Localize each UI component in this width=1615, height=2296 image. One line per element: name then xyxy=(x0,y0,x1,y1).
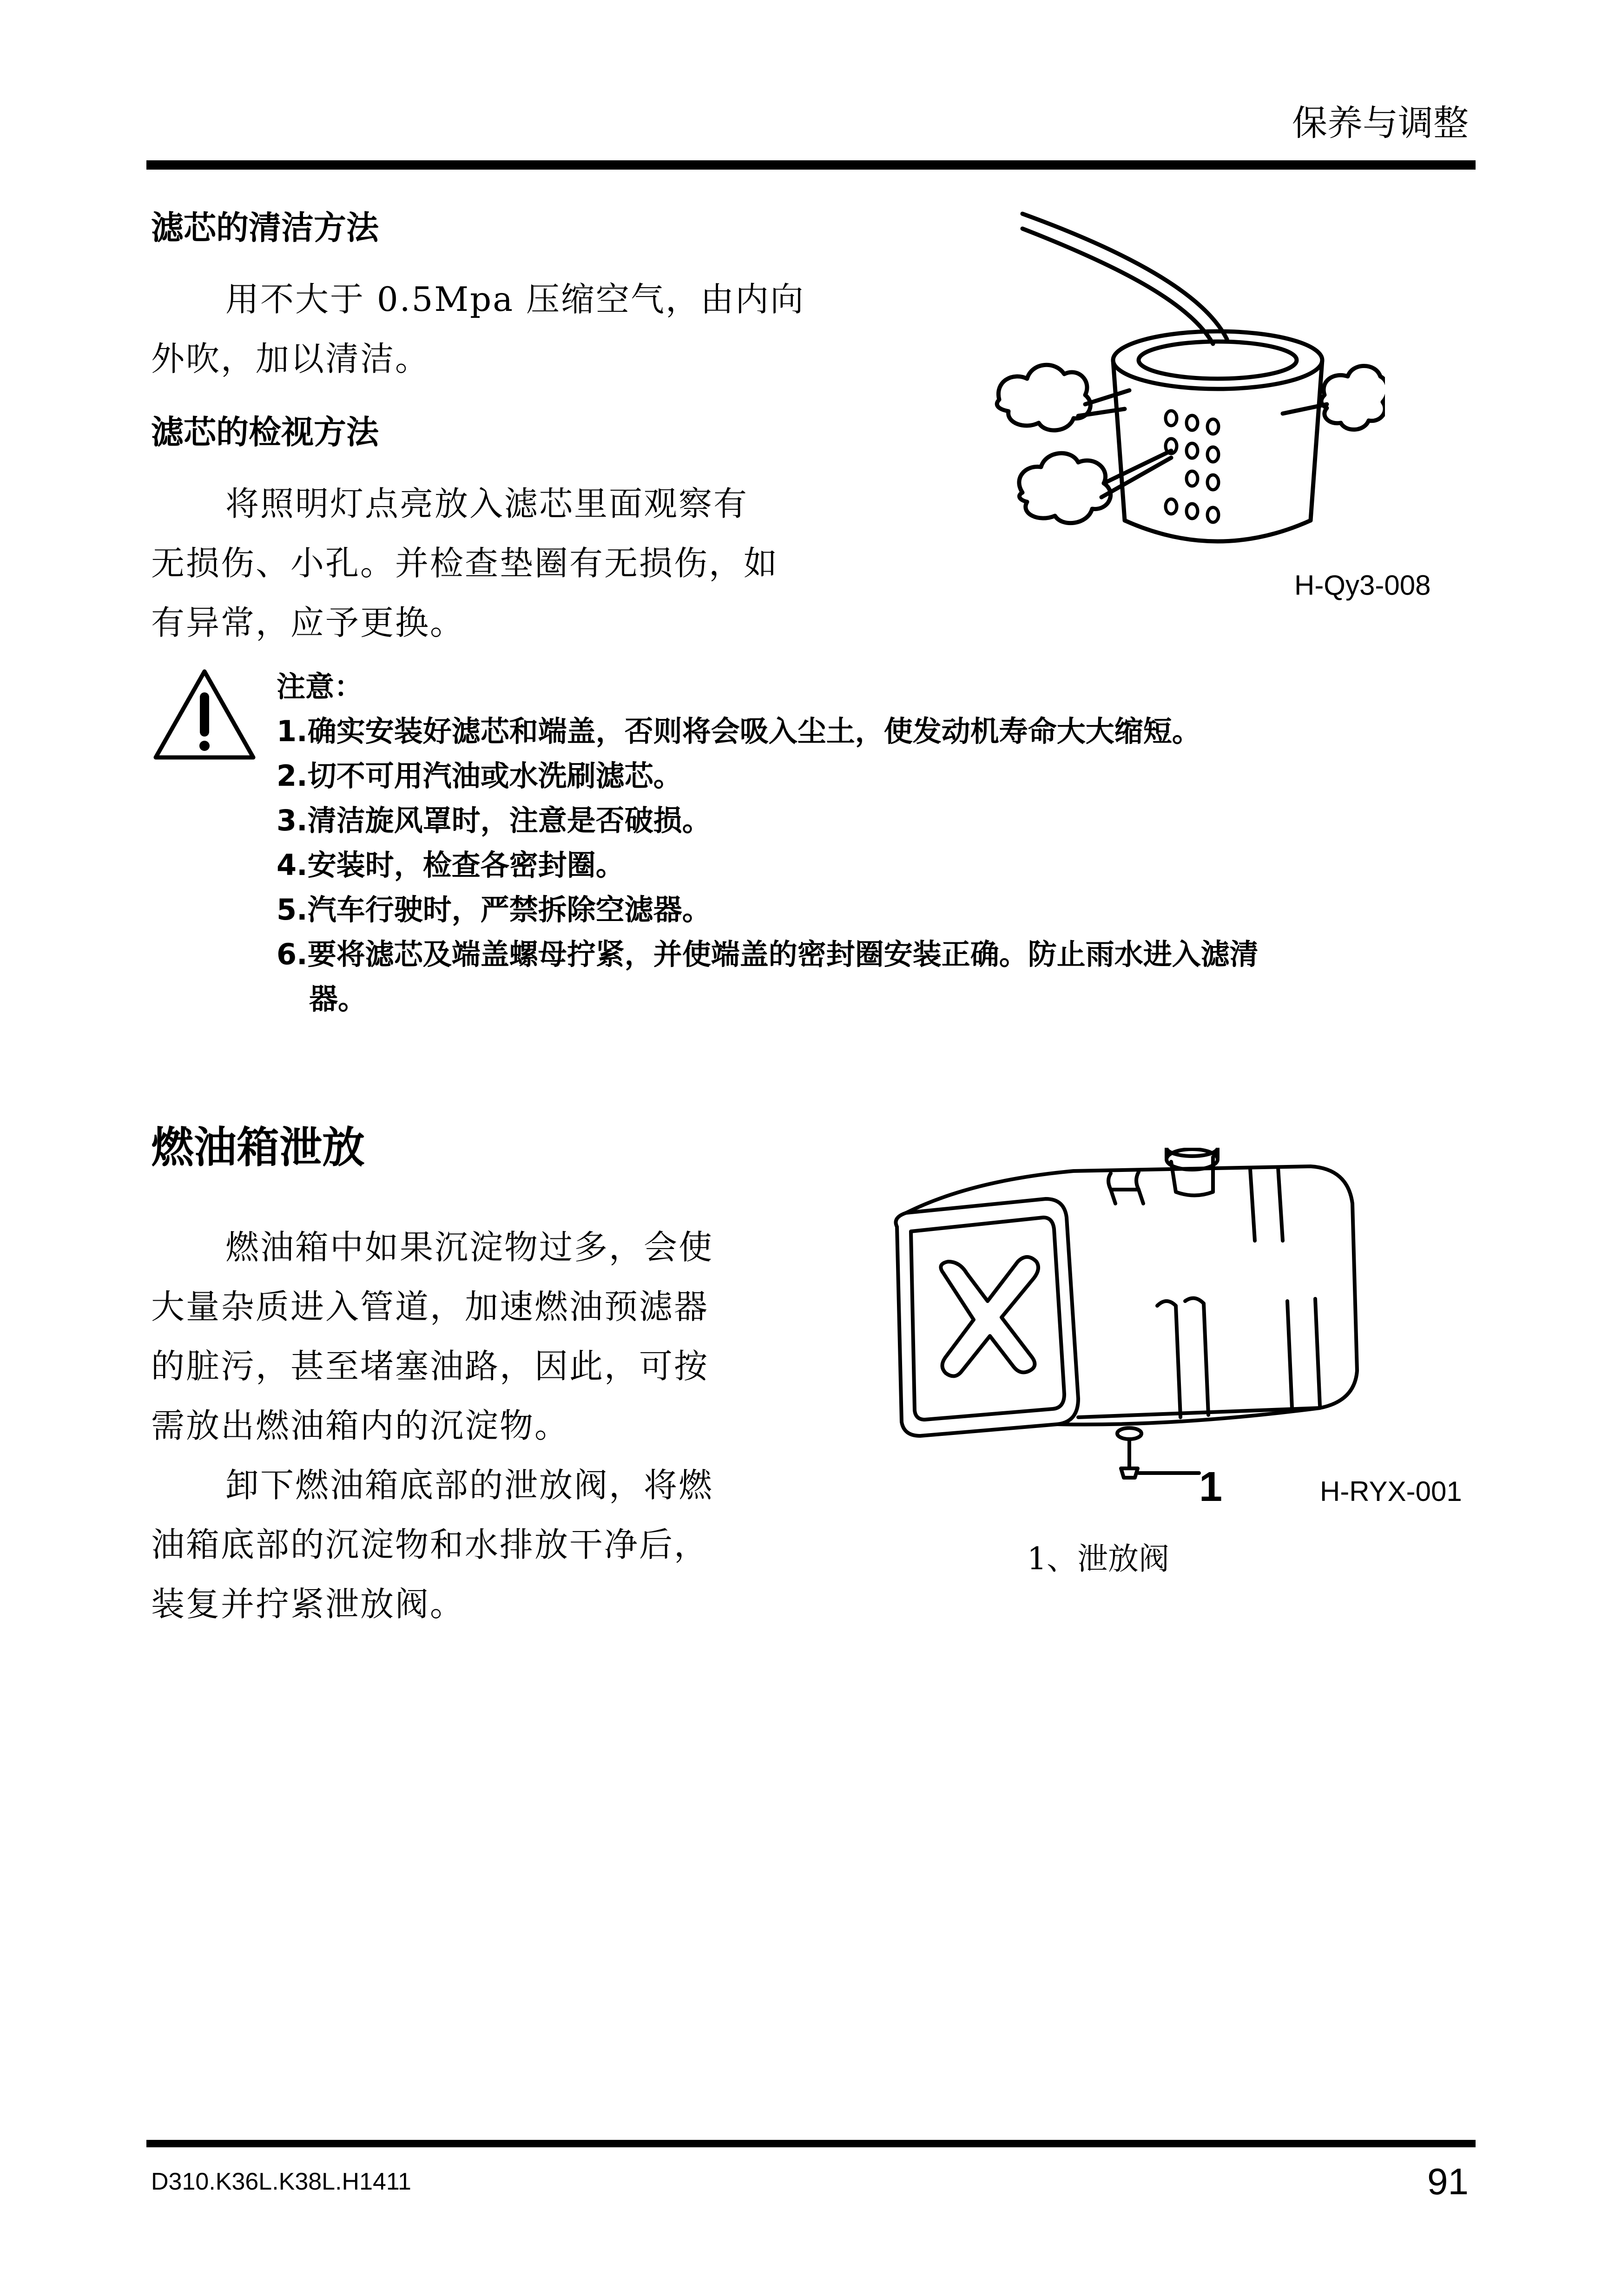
notice-warning xyxy=(151,667,258,764)
cleaning-heading: 滤芯的清洁方法 xyxy=(151,209,379,247)
fuel-p2-line-3: 装复并拧紧泄放阀。 xyxy=(151,1585,465,1624)
fuel-tank-illustration-icon xyxy=(878,1148,1380,1501)
inspect-heading: 滤芯的检视方法 xyxy=(151,413,379,451)
cleaning-line-1: 用不大于 0.5Mpa 压缩空气，由内向 xyxy=(225,280,805,319)
air-filter-blowing-illustration-icon xyxy=(985,200,1385,590)
inspect-line-2: 无损伤、小孔。并检查垫圈有无损伤，如 xyxy=(151,544,779,583)
fuel-p1-line-3: 的脏污，甚至堵塞油路，因此，可按 xyxy=(151,1347,709,1386)
notice-item-4: 4.安装时，检查各密封圈。 xyxy=(277,848,625,882)
notice-list xyxy=(277,664,1259,1021)
footer-rule xyxy=(146,2140,1476,2147)
air-filter-figure xyxy=(985,200,1385,590)
notice-item-6: 6.要将滤芯及端盖螺母拧紧，并使端盖的密封圈安装正确。防止雨水进入滤清 xyxy=(277,937,1259,971)
fuel-p2-line-2: 油箱底部的沉淀物和水排放干净后， xyxy=(151,1525,709,1564)
tank-figure-code: H-RYX-001 xyxy=(1320,1476,1462,1507)
cleaning-text xyxy=(151,270,805,388)
fuel-p1-line-2: 大量杂质进入管道，加速燃油预滤器 xyxy=(151,1287,709,1326)
fuel-section-title: 燃油箱泄放 xyxy=(151,1123,365,1172)
cleaning-line-2: 外吹，加以清洁。 xyxy=(151,339,430,378)
notice-item-5: 5.汽车行驶时，严禁拆除空滤器。 xyxy=(277,893,711,927)
fuel-p2-line-1: 卸下燃油箱底部的泄放阀，将燃 xyxy=(225,1466,714,1505)
fuel-tank-figure xyxy=(878,1148,1380,1501)
notice-title: 注意： xyxy=(277,670,363,704)
inspect-text xyxy=(151,474,778,652)
inspect-line-1: 将照明灯点亮放入滤芯里面观察有 xyxy=(225,484,749,523)
tank-figure-caption: 1、泄放阀 xyxy=(1027,1541,1169,1577)
fuel-p1-line-4: 需放出燃油箱内的沉淀物。 xyxy=(151,1406,570,1445)
footer-doc-code: D310.K36L.K38L.H1411 xyxy=(151,2168,411,2195)
fuel-text xyxy=(151,1217,713,1634)
fuel-p1-line-1: 燃油箱中如果沉淀物过多，会使 xyxy=(225,1228,714,1267)
page-header-title: 保养与调整 xyxy=(1292,102,1469,144)
filter-figure-code: H-Qy3-008 xyxy=(1294,570,1431,601)
page-number: 91 xyxy=(1427,2161,1469,2202)
notice-item-1: 1.确实安装好滤芯和端盖，否则将会吸入尘土，使发动机寿命大大缩短。 xyxy=(277,714,1201,748)
notice-item-2: 2.切不可用汽油或水洗刷滤芯。 xyxy=(277,759,682,793)
drain-valve-callout: 1 xyxy=(1199,1464,1223,1510)
header-rule xyxy=(146,160,1476,170)
notice-item-3: 3.清洁旋风罩时，注意是否破损。 xyxy=(277,803,711,837)
warning-triangle-icon xyxy=(151,667,258,764)
inspect-line-3: 有异常，应予更换。 xyxy=(151,603,465,642)
notice-item-6-cont: 器。 xyxy=(309,982,367,1016)
